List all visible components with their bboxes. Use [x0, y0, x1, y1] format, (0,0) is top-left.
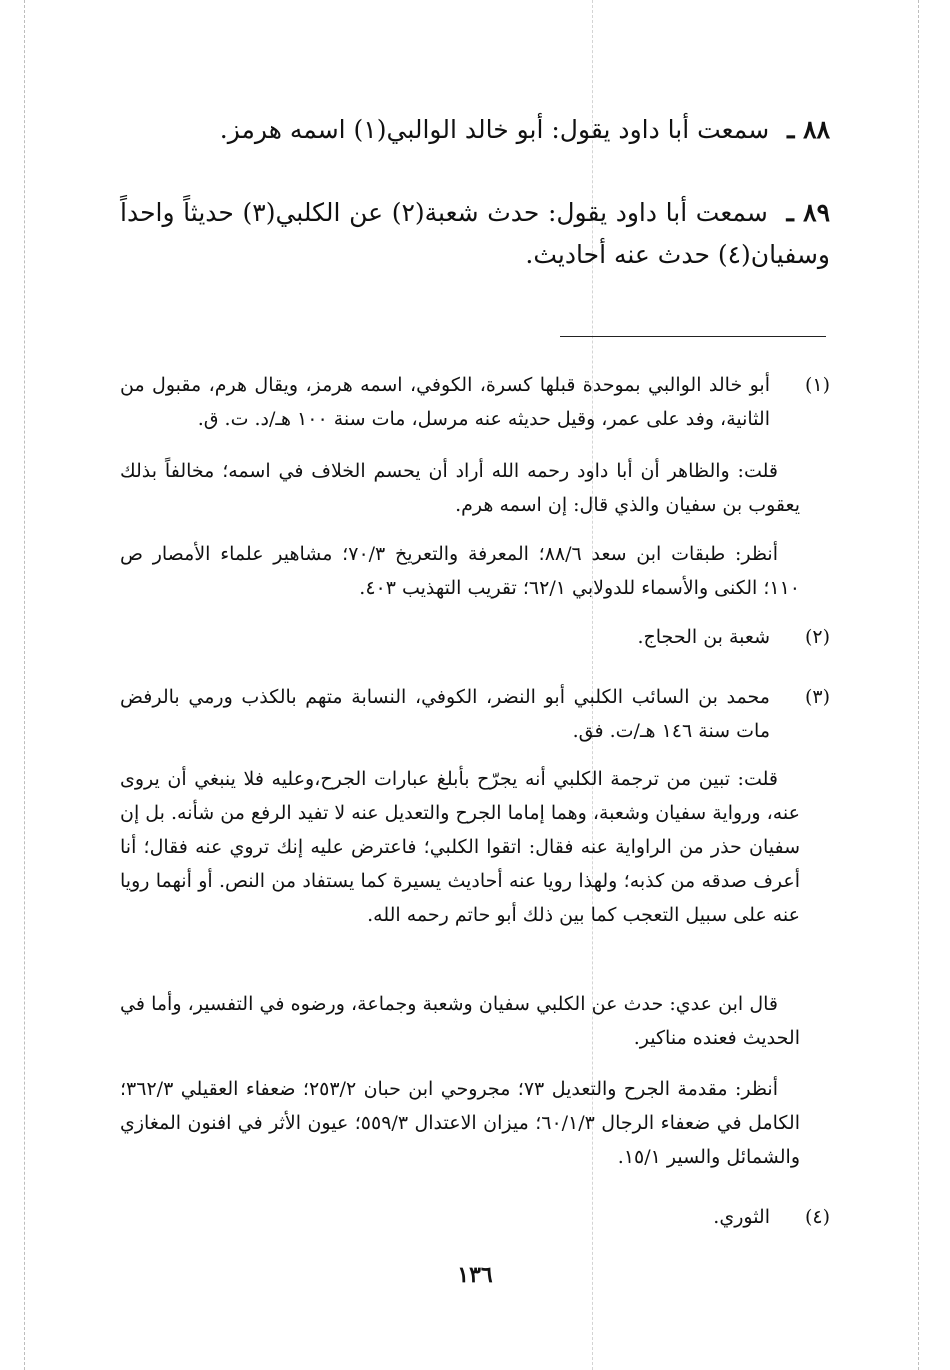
entry-89 — [120, 192, 830, 276]
footnote-2 — [120, 620, 830, 654]
footnote-1-comment: قلت: والظاهر أن أبا داود رحمه الله أراد أن يحسم الخلاف في اسمه؛ مخالفاً بذلك يعقوب بن سفيان والذي قال: إن اسمه هرم. — [120, 460, 800, 516]
entry-text: سمعت أبا داود يقول: أبو خالد الوالبي(١) اسمه هرمز. — [219, 115, 770, 144]
footnote-3-ibn-adi: قال ابن عدي: حدث عن الكلبي سفيان وشعبة وجماعة، ورضوه في التفسير، وأما في الحديث فعنده مناكير. — [120, 993, 800, 1049]
footnote-number: (١) — [804, 374, 830, 396]
entry-text: سمعت أبا داود يقول: حدث شعبة(٢) عن الكلبي(٣) حديثاً واحداً وسفيان(٤) حدث عنه أحاديث. — [120, 198, 830, 269]
footnote-1-references: أنظر: طبقات ابن سعد ٨٨/٦؛ المعرفة والتعريخ ٧٠/٣؛ مشاهير علماء الأمصار ص ١١٠؛ الكنى والأسماء للدولابي ٦٢/١؛ تقريب التهذيب ٤٠٣. — [120, 543, 800, 599]
margin-guide-left — [24, 0, 25, 1370]
footnote-number: (٢) — [804, 626, 830, 648]
footnote-4 — [120, 1200, 830, 1234]
footnote-3-comment: قلت: تبين من ترجمة الكلبي أنه يجرّح بأبلغ عبارات الجرح،وعليه فلا ينبغي أن يروى عنه، ورواية سفيان وشعبة، وهما إماما الجرح والتعديل عنه لا تفيد الرفع من شأنه. بل إن سفيان حذر من الراواية عنه فقال: اتقوا الكلبي؛ فاعترض عليه إنك تروي عنه فقال؛ أنا أعرف صدقه من كذبه؛ ولهذا رويا عنه أحاديث يسيرة كما يستفاد من النص. أو أنهما رويا عنه على سبيل التعجب كما بين ذلك أبو حاتم رحمه الله. — [120, 768, 800, 926]
page-number: ١٣٦ — [457, 1262, 493, 1288]
footnote-1 — [120, 368, 830, 436]
entry-number: ٨٨ ـ — [787, 115, 830, 144]
footnote-text: شعبة بن الحجاج. — [637, 626, 770, 648]
footnote-3 — [120, 680, 830, 748]
footnote-text: الثوري. — [713, 1206, 770, 1228]
footnote-number: (٤) — [804, 1206, 830, 1228]
footnote-3-references: أنظر: مقدمة الجرح والتعديل ٧٣؛ مجروحي ابن حبان ٢٥٣/٢؛ ضعفاء العقيلي ٣٦٢/٣؛ الكامل في ضعفاء الرجال ٦٠/١/٣؛ ميزان الاعتدال ٥٥٩/٣؛ عيون الأثر في افنون المغازي والشمائل والسير ١٥/١. — [120, 1078, 800, 1168]
footnote-separator — [560, 336, 826, 337]
entry-number: ٨٩ ـ — [786, 198, 831, 227]
entry-88 — [120, 109, 830, 151]
margin-guide-right — [918, 0, 919, 1370]
footnote-text: محمد بن السائب الكلبي أبو النضر، الكوفي، النسابة متهم بالكذب ورمي بالرفض مات سنة ١٤٦ هـ/ت. فق. — [120, 686, 770, 742]
footnote-text: أبو خالد الوالبي بموحدة قبلها كسرة، الكوفي، اسمه هرمز، ويقال هرم، مقبول من الثانية، وفد على عمر، وقيل حديثه عنه مرسل، مات سنة ١٠٠ هـ/د. ت. ق. — [120, 374, 770, 430]
footnote-number: (٣) — [804, 686, 830, 708]
